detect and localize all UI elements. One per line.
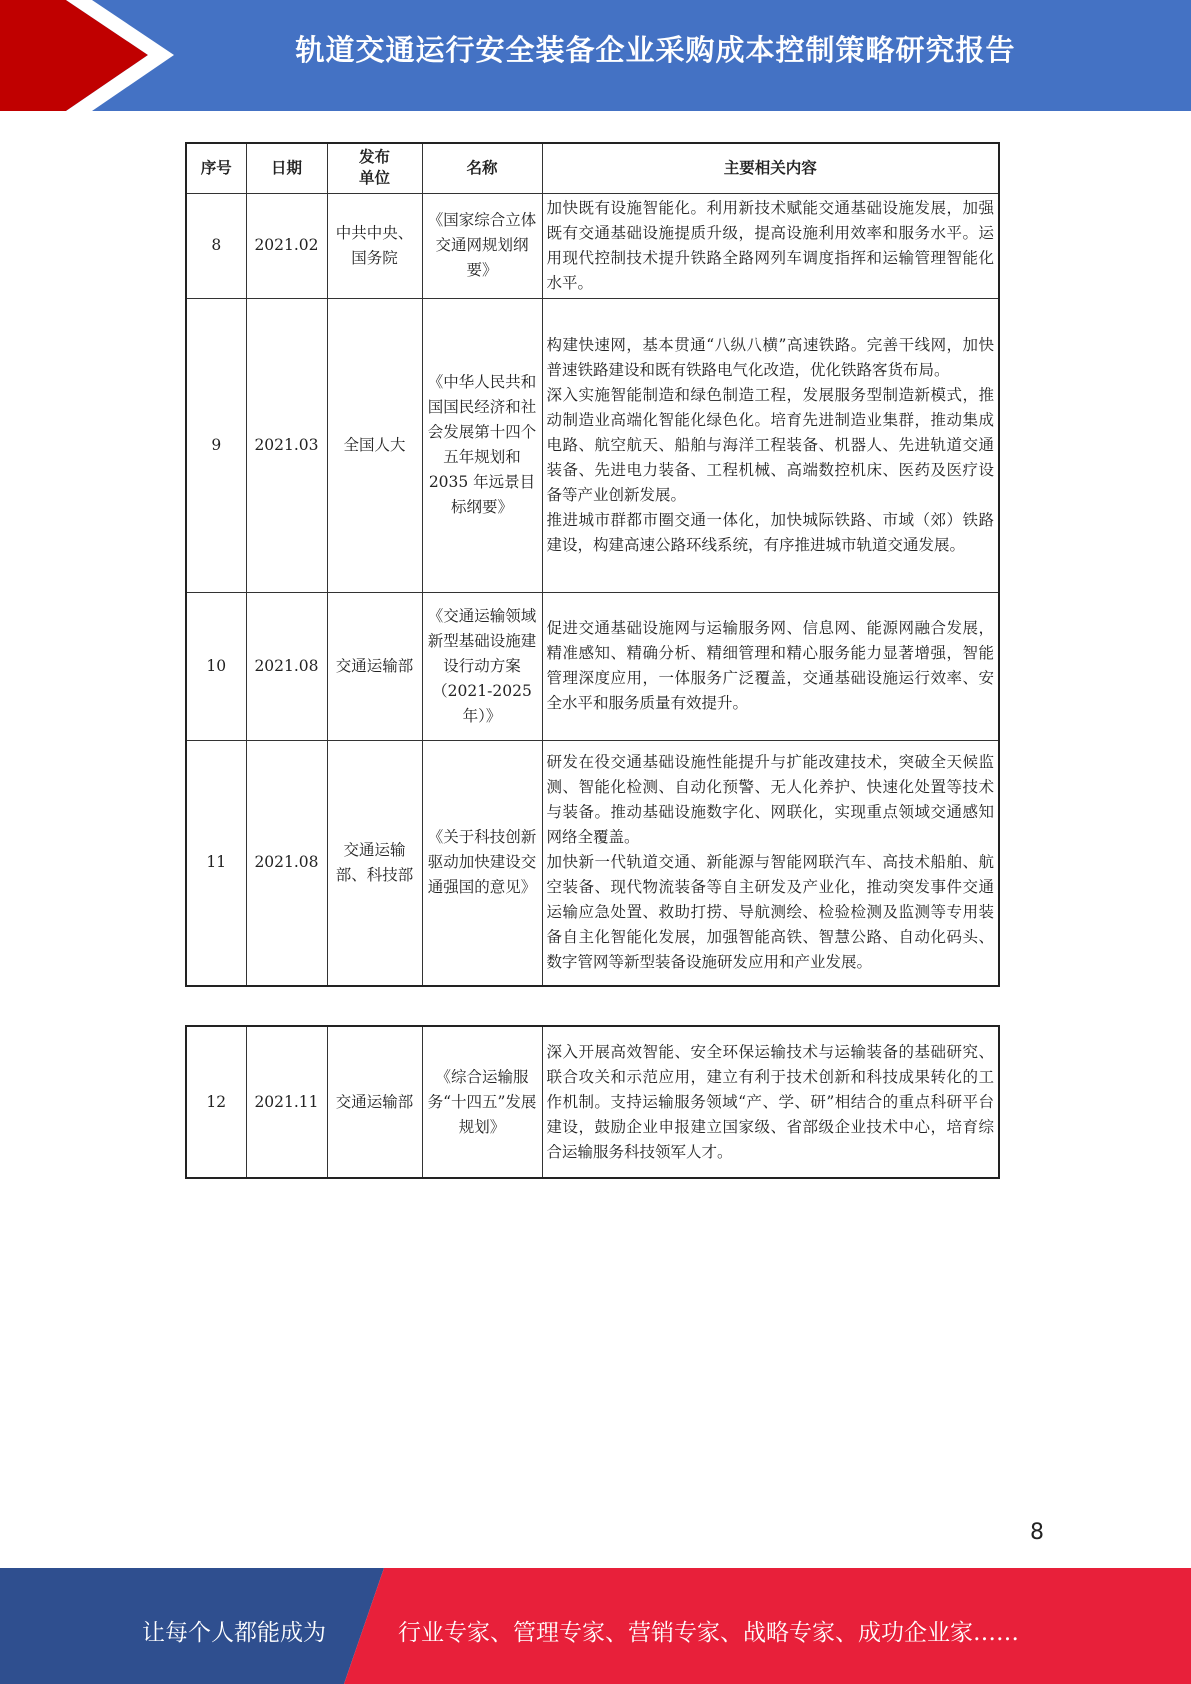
row-number: 9 [186, 298, 246, 592]
row-issuer: 交通运输部 [327, 592, 422, 740]
table-row [186, 1026, 999, 1178]
row-document-name: 《交通运输领域新型基础设施建设行动方案（2021-2025 年）》 [422, 592, 542, 740]
table-row [186, 298, 999, 592]
row-date: 2021.03 [246, 298, 327, 592]
row-document-name: 《关于科技创新驱动加快建设交通强国的意见》 [422, 740, 542, 986]
row-number: 10 [186, 592, 246, 740]
row-content [542, 592, 999, 740]
row-document-name: 《国家综合立体交通网规划纲要》 [422, 193, 542, 298]
column-header-issuer: 发布单位 [327, 143, 422, 193]
page-header [0, 0, 1191, 111]
content-paragraph: 深入实施智能制造和绿色制造工程，发展服务型制造新模式，推动制造业高端化智能化绿色化。培育先进制造业集群，推动集成电路、航空航天、船舶与海洋工程装备、机器人、先进轨道交通装备、先进电力装备、工程机械、高端数控机床、医药及医疗设备等产业创新发展。 [546, 385, 994, 504]
row-content [542, 193, 999, 298]
footer-slogan-right: 行业专家、管理专家、营销专家、战略专家、成功企业家…… [398, 1620, 1019, 1646]
column-header-content: 主要相关内容 [542, 143, 999, 193]
column-header-date: 日期 [246, 143, 327, 193]
content-paragraph: 加快既有设施智能化。利用新技术赋能交通基础设施发展，加强既有交通基础设施提质升级，提高设施利用效率和服务水平。运用现代控制技术提升铁路全路网列车调度指挥和运输管理智能化水平。 [546, 198, 994, 292]
content-paragraph: 构建快速网，基本贯通“八纵八横”高速铁路。完善干线网，加快普速铁路建设和既有铁路电气化改造，优化铁路客货布局。 [546, 335, 994, 379]
row-issuer: 交通运输部、科技部 [327, 740, 422, 986]
column-header-name: 名称 [422, 143, 542, 193]
row-issuer: 全国人大 [327, 298, 422, 592]
row-number: 8 [186, 193, 246, 298]
page-footer [0, 1568, 1191, 1684]
table-row [186, 193, 999, 298]
content-paragraph: 促进交通基础设施网与运输服务网、信息网、能源网融合发展，精准感知、精确分析、精细管理和精心服务能力显著增强，智能管理深度应用，一体服务广泛覆盖，交通基础设施运行效率、安全水平和服务质量有效提升。 [546, 619, 994, 712]
content-paragraph: 研发在役交通基础设施性能提升与扩能改建技术，突破全天候监测、智能化检测、自动化预警、无人化养护、快速化处置等技术与装备。推动基础设施数字化、网联化，实现重点领域交通感知网络全覆盖。 [546, 753, 994, 847]
row-date: 2021.11 [246, 1026, 327, 1178]
content-paragraph: 深入开展高效智能、安全环保运输技术与运输装备的基础研究、联合攻关和示范应用，建立有利于技术创新和科技成果转化的工作机制。支持运输服务领域“产、学、研”相结合的重点科研平台建设，鼓励企业申报建立国家级、省部级企业技术中心，培育综合运输服务科技领军人才。 [546, 1042, 994, 1161]
table-row [186, 592, 999, 740]
footer-slogan-left: 让每个人都能成为 [142, 1620, 326, 1646]
policy-table-continuation [185, 1025, 1000, 1179]
row-date: 2021.02 [246, 193, 327, 298]
row-date: 2021.08 [246, 740, 327, 986]
policy-table [185, 142, 1000, 987]
table-header-row [186, 143, 999, 193]
table-row [186, 740, 999, 986]
row-document-name: 《综合运输服务“十四五”发展规划》 [422, 1026, 542, 1178]
content-paragraph: 加快新一代轨道交通、新能源与智能网联汽车、高技术船舶、航空装备、现代物流装备等自主研发及产业化，推动突发事件交通运输应急处置、救助打捞、导航测绘、检验检测及监测等专用装备自主化智能化发展，加强智能高铁、智慧公路、自动化码头、数字管网等新型装备设施研发应用和产业发展。 [546, 853, 994, 972]
row-content [542, 298, 999, 592]
row-number: 11 [186, 740, 246, 986]
row-issuer: 交通运输部 [327, 1026, 422, 1178]
report-title: 轨道交通运行安全装备企业采购成本控制策略研究报告 [295, 33, 1016, 67]
row-date: 2021.08 [246, 592, 327, 740]
page-number: 8 [1030, 1520, 1044, 1545]
row-number: 12 [186, 1026, 246, 1178]
row-document-name: 《中华人民共和国国民经济和社会发展第十四个五年规划和 2035 年远景目标纲要》 [422, 298, 542, 592]
column-header-no: 序号 [186, 143, 246, 193]
row-issuer: 中共中央、国务院 [327, 193, 422, 298]
content-paragraph: 推进城市群都市圈交通一体化，加快城际铁路、市域（郊）铁路建设，构建高速公路环线系统，有序推进城市轨道交通发展。 [546, 510, 994, 554]
row-content [542, 1026, 999, 1178]
row-content [542, 740, 999, 986]
